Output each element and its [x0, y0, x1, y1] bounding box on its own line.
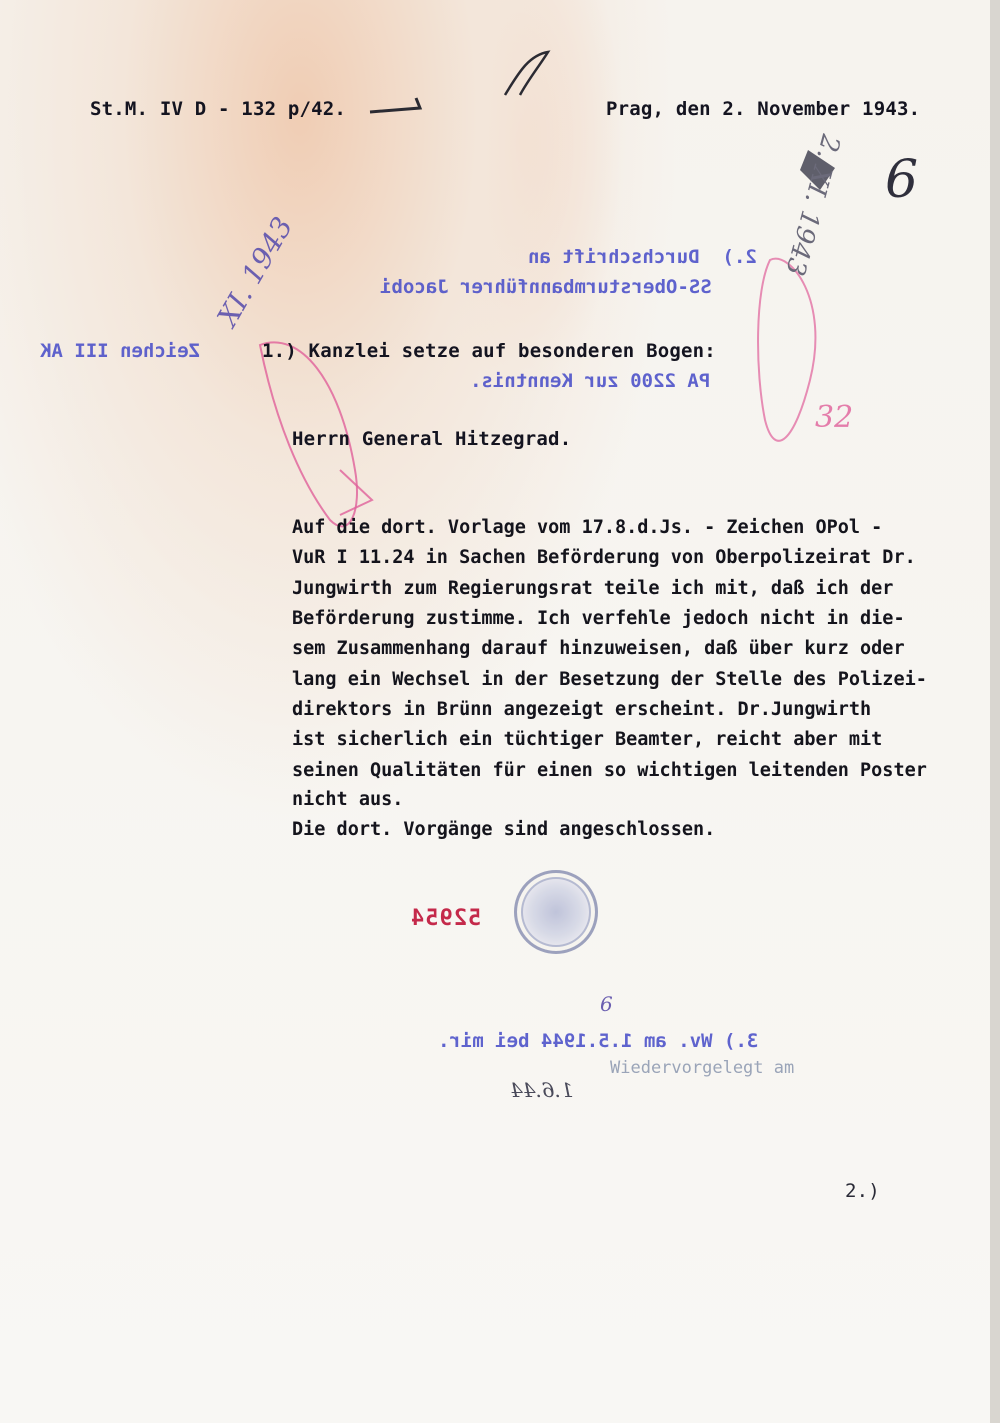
letter-line: VuR I 11.24 in Sachen Beförderung von Oberpolizeirat Dr. [292, 547, 916, 568]
wv-line: 3.) Wv. am 1.5.1944 bei mir. [438, 1030, 759, 1052]
letter-line: direktors in Brünn angezeigt erscheint. Dr.Jungwirth [292, 699, 872, 720]
addressee: Herrn General Hitzegrad. [292, 428, 572, 450]
round-seal-stamp [514, 870, 598, 954]
note-item-2: 2.) Durchschrift an [528, 246, 757, 268]
letter-line: lang ein Wechsel in der Besetzung der Stelle des Polizei- [292, 669, 927, 690]
letter-line: nicht aus. [292, 789, 404, 810]
letter-line: seinen Qualitäten für einen so wichtigen leitenden Poster [292, 760, 927, 781]
wiedervorgelegt-stamp: Wiedervorgelegt am [610, 1058, 795, 1078]
handwritten-page-number: 6 [885, 150, 919, 210]
letter-line: ist sicherlich ein tüchtiger Beamter, reicht aber mit [292, 729, 883, 750]
letter-line: Jungwirth zum Regierungsrat teile ich mit, daß ich der [292, 578, 894, 599]
letter-line: sem Zusammenhang darauf hinzuweisen, daß über kurz oder [292, 638, 905, 659]
next-page-marker: 2.) [845, 1180, 880, 1202]
red-registry-number: 52954 [410, 906, 482, 931]
handwritten-date-left: XI. 1943 [210, 211, 300, 332]
note-pa: PA 2200 zur Kenntnis. [470, 370, 711, 392]
handwritten-mark-right: 32 [815, 400, 854, 435]
handwritten-date-right: 2. XI. 1943 [779, 131, 846, 279]
place-date: Prag, den 2. November 1943. [606, 98, 921, 120]
letter-line: Beförderung zustimme. Ich verfehle jedoch nicht in die- [292, 608, 905, 629]
letter-line: Die dort. Vorgänge sind angeschlossen. [292, 819, 716, 840]
note-item-2-recipient: SS-Obersturmbannführer Jacobi [380, 276, 712, 298]
handwritten-wv-date: 1.6.44 [510, 1078, 574, 1102]
letter-line: Auf die dort. Vorlage vom 17.8.d.Js. - Zeichen OPol - [292, 517, 883, 538]
reference-number: St.M. IV D - 132 p/42. [90, 98, 347, 120]
note-item-1: 1.) Kanzlei setze auf besonderen Bogen: [262, 340, 716, 362]
note-zeichen: Zeichen III AK [40, 340, 201, 362]
handwritten-small-six: 6 [600, 992, 613, 1016]
